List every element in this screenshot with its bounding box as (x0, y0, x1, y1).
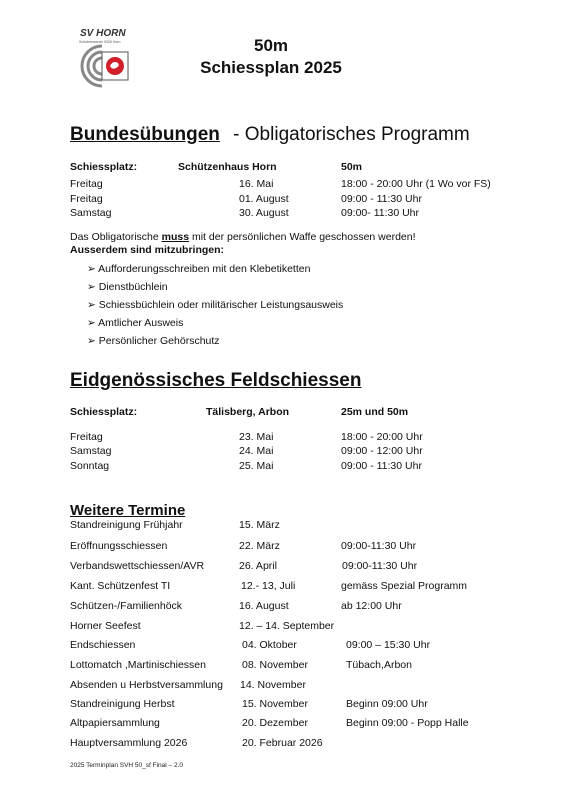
s3-info: ab 12:00 Uhr (341, 600, 402, 612)
s1-note-bold: Ausserdem sind mitzubringen: (70, 244, 225, 256)
s3-info: Beginn 09:00 Uhr (346, 698, 428, 710)
club-logo-emblem (72, 44, 132, 88)
s3-event: Verbandswettschiessen/AVR (70, 560, 205, 572)
s3-date: 12. – 14. September (239, 620, 335, 632)
s3-date: 15. November (242, 698, 308, 710)
s3-info: Beginn 09:00 - Popp Halle (346, 717, 469, 729)
s3-date: 20. Dezember (242, 717, 308, 729)
s2-row-date: 24. Mai (239, 445, 274, 457)
note-emphasis: muss (161, 231, 190, 243)
s2-place-label: Schiessplatz: (70, 406, 138, 418)
section-weitere-termine-heading: Weitere Termine (70, 502, 186, 519)
s2-row-date: 25. Mai (239, 460, 274, 472)
section-feldschiessen-heading: Eidgenössisches Feldschiessen (70, 370, 362, 391)
arrow-bullet-icon: ➢ (87, 317, 96, 329)
note-post: mit der persönlichen Waffe geschossen werden! (189, 231, 416, 243)
s3-event: Lottomatch ,Martinischiessen (70, 659, 206, 671)
s1-row-date: 16. Mai (239, 178, 274, 190)
s3-date: 20. Februar 2026 (242, 737, 323, 749)
s3-date: 16. August (239, 600, 289, 612)
arrow-bullet-icon: ➢ (87, 299, 96, 311)
s3-event: Absenden u Herbstversammlung (70, 679, 223, 691)
s1-row-date: 30. August (239, 207, 289, 219)
s3-info: 09:00-11:30 Uhr (342, 560, 418, 572)
s3-event: Schützen-/Familienhöck (70, 600, 183, 612)
s1-place: Schützenhaus Horn (178, 161, 277, 173)
arrow-bullet-icon: ➢ (87, 335, 96, 347)
s3-date: 04. Oktober (242, 639, 297, 651)
list-item: ➢ Schiessbüchlein oder militärischer Leistungsausweis (87, 299, 344, 311)
s3-event: Endschiessen (70, 639, 136, 651)
section-bundesuebungen-heading (70, 124, 470, 146)
s3-date: 15. März (239, 519, 280, 531)
logo-subtitle: Schützenverein 9326 Horn (79, 40, 121, 44)
s3-info: gemäss Spezial Programm (341, 580, 468, 592)
s2-row-time: 09:00 - 11:30 Uhr (341, 460, 422, 472)
s2-row-date: 23. Mai (239, 431, 274, 443)
footer-text: 2025 Terminplan SVH 50_sf Final – 2.0 (70, 762, 183, 769)
heading-rest: - Obligatorisches Programm (233, 124, 470, 145)
arrow-bullet-icon: ➢ (87, 281, 96, 293)
s2-row-day: Sonntag (70, 460, 110, 472)
s1-row-day: Freitag (70, 193, 103, 205)
s3-event: Standreinigung Frühjahr (70, 519, 183, 531)
s3-date: 26. April (239, 560, 277, 572)
s3-event: Kant. Schützenfest TI (70, 580, 171, 592)
s1-row-time: 09:00 - 11:30 Uhr (341, 193, 422, 205)
s3-date: 08. November (242, 659, 308, 671)
s2-row-day: Samstag (70, 445, 112, 457)
note-pre: Das Obligatorische (70, 231, 162, 243)
s3-event: Altpapiersammlung (70, 717, 160, 729)
s3-info: Tübach,Arbon (346, 659, 412, 671)
s1-row-day: Freitag (70, 178, 103, 190)
s1-distance: 50m (341, 161, 363, 173)
page-title: Schiessplan 2025 (200, 58, 342, 77)
s1-row-day: Samstag (70, 207, 112, 219)
s3-date: 12.- 13, Juli (241, 580, 296, 592)
list-item: ➢ Aufforderungsschreiben mit den Klebetiketten (87, 263, 311, 275)
s3-info: 09:00 – 15:30 Uhr (346, 639, 431, 651)
s1-row-date: 01. August (239, 193, 289, 205)
list-item: ➢ Persönlicher Gehörschutz (87, 335, 220, 347)
s2-row-time: 18:00 - 20:00 Uhr (341, 431, 423, 443)
s3-event: Horner Seefest (70, 620, 141, 632)
arrow-bullet-icon: ➢ (87, 263, 96, 275)
list-item: ➢ Amtlicher Ausweis (87, 317, 184, 329)
s3-date: 14. November (240, 679, 306, 691)
s3-info: 09:00-11:30 Uhr (341, 540, 417, 552)
s2-distance: 25m und 50m (341, 406, 409, 418)
s3-event: Standreinigung Herbst (70, 698, 175, 710)
s2-row-time: 09:00 - 12:00 Uhr (341, 445, 423, 457)
s3-event: Hauptversammlung 2026 (70, 737, 188, 749)
s2-place: Tälisberg, Arbon (206, 406, 290, 418)
s1-note (70, 231, 416, 243)
s1-row-time: 18:00 - 20:00 Uhr (1 Wo vor FS) (341, 178, 491, 190)
s3-event: Eröffnungsschiessen (70, 540, 168, 552)
s1-place-label: Schiessplatz: (70, 161, 138, 173)
heading-bold: Bundesübungen (70, 124, 220, 145)
logo-name: SV HORN (80, 28, 126, 39)
list-item: ➢ Dienstbüchlein (87, 281, 168, 293)
s3-date: 22. März (239, 540, 280, 552)
s1-row-time: 09:00- 11:30 Uhr (341, 207, 420, 219)
s2-row-day: Freitag (70, 431, 103, 443)
title-distance: 50m (253, 36, 289, 55)
